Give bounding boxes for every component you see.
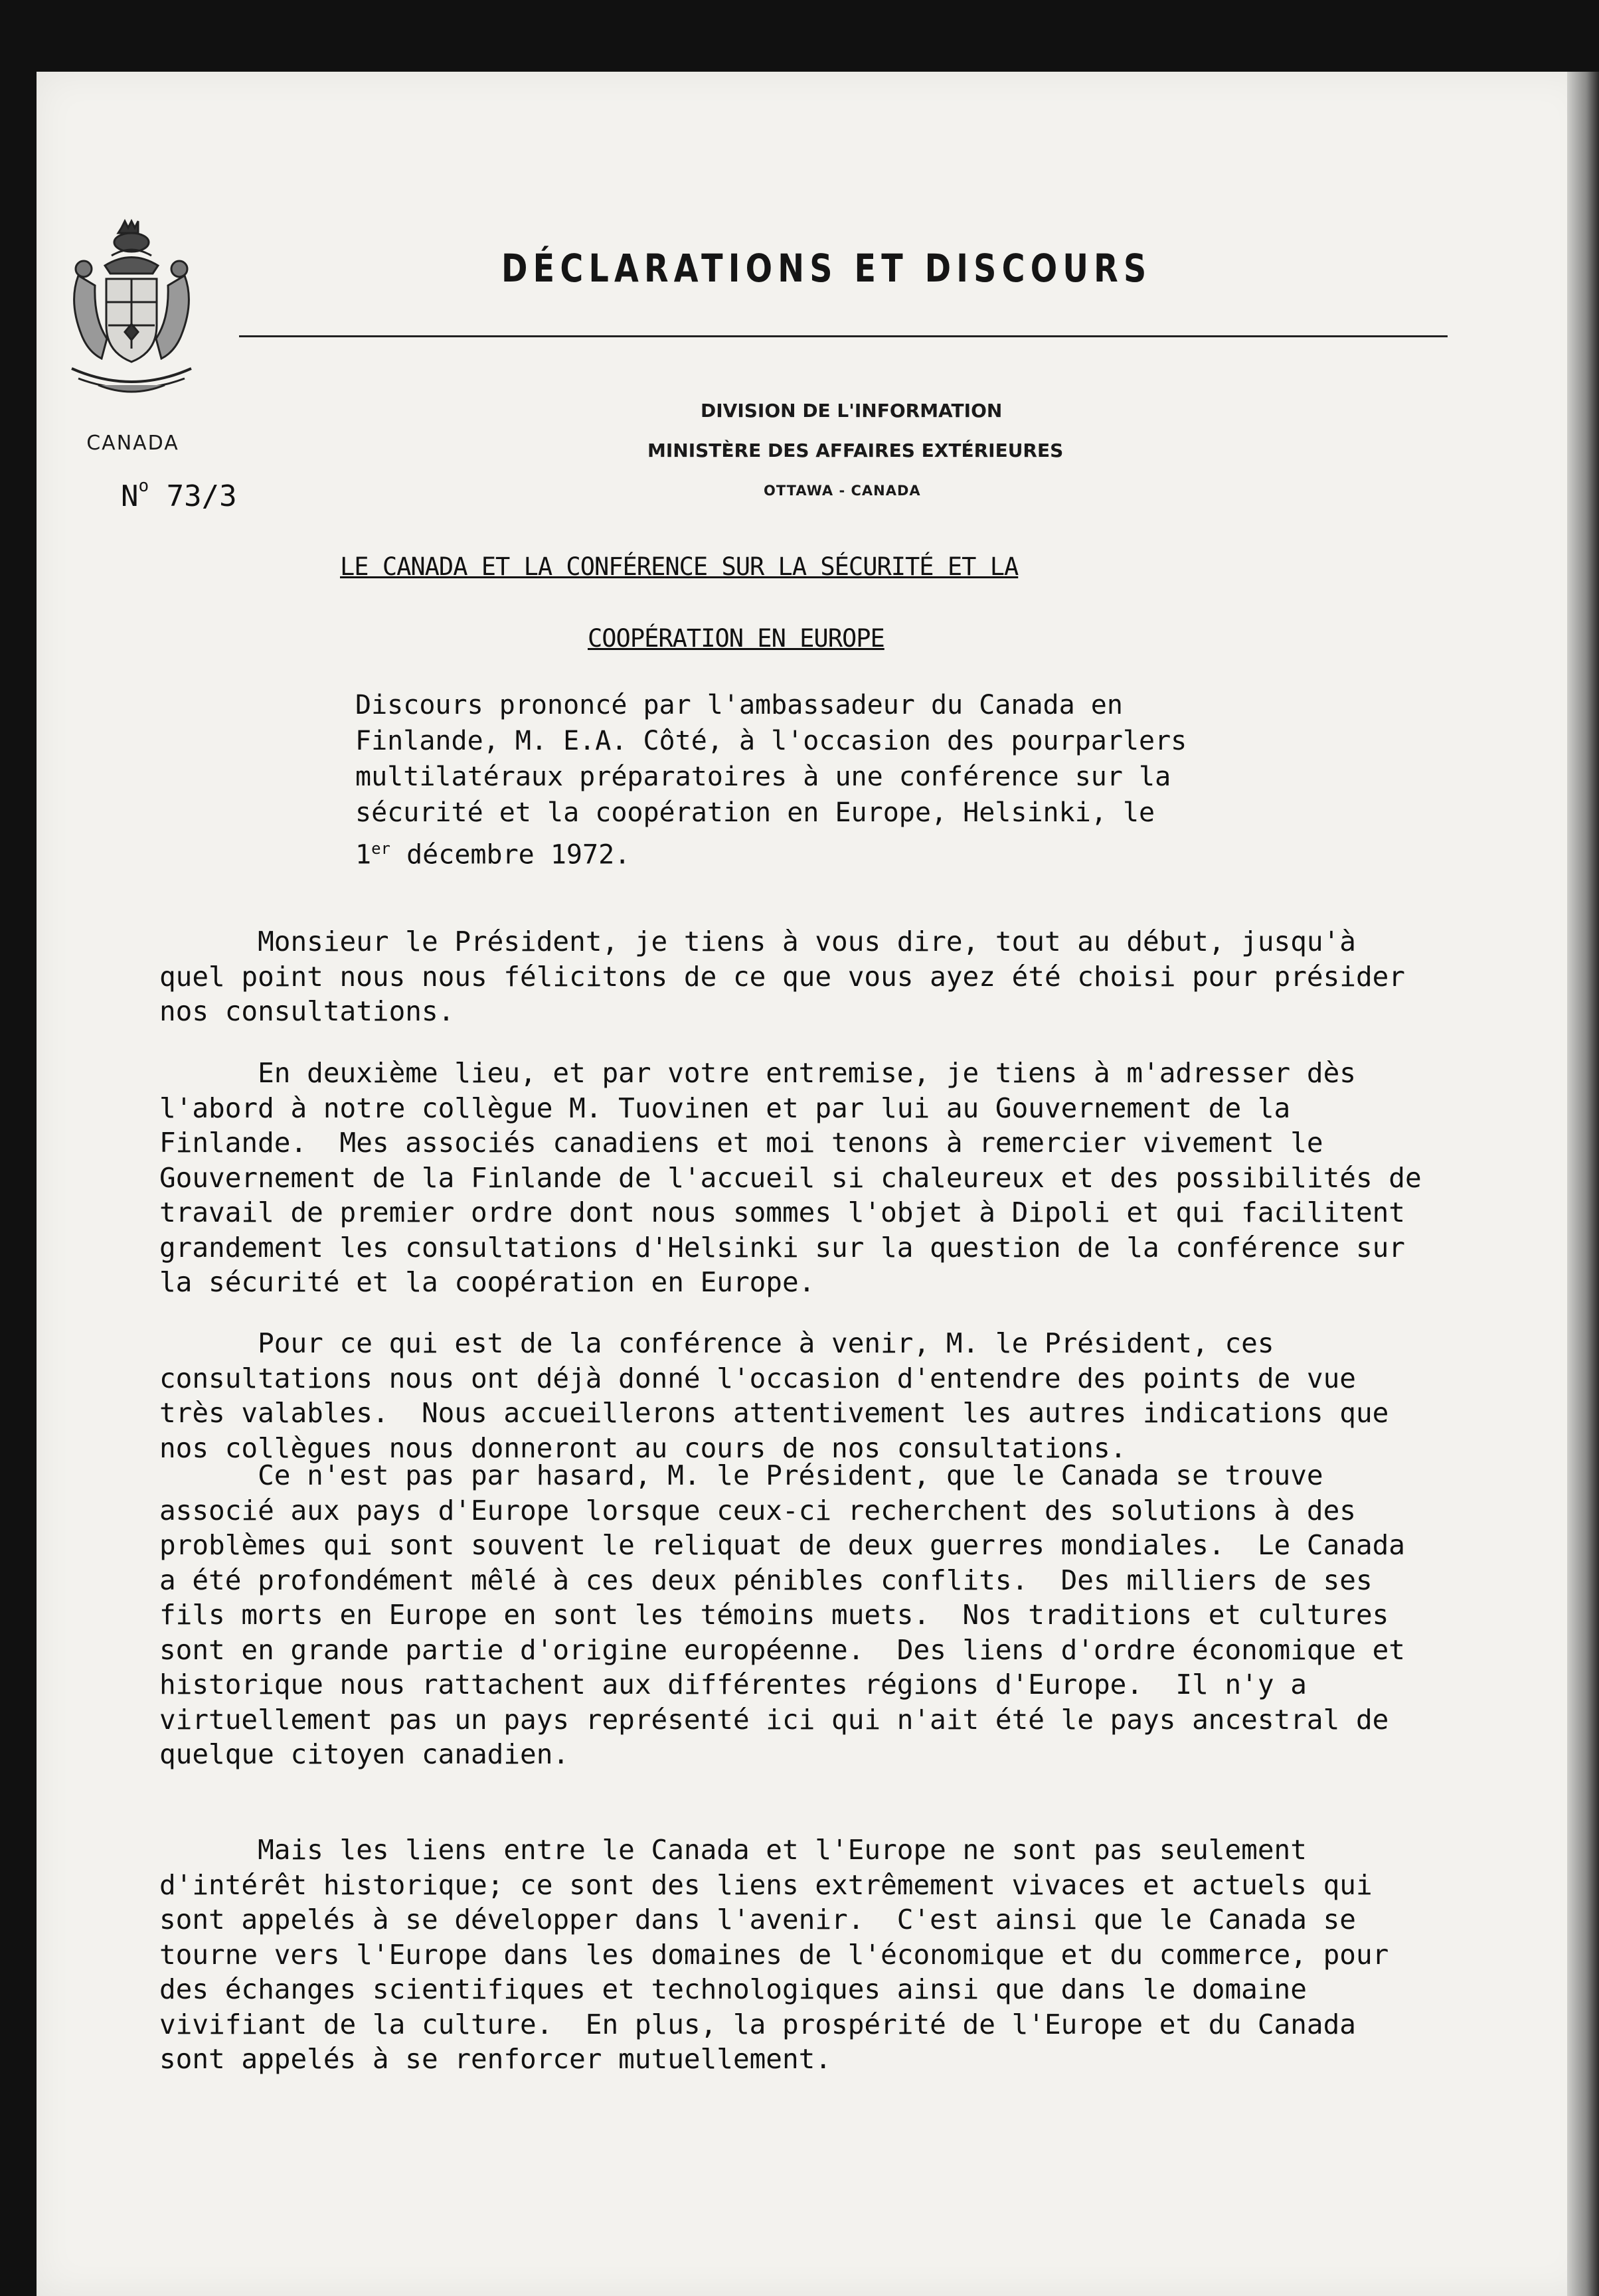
date-rest: décembre 1972. [390, 839, 631, 870]
country-label: CANADA [86, 432, 179, 455]
location-label: OTTAWA - CANADA [764, 483, 921, 499]
paragraph-1: Monsieur le Président, je tiens à vous dire, tout au début, jusqu'à quel point nous nous félicitons de ce que vous ayez été choisi pour présider nos consultations. [159, 926, 1405, 1027]
number-superscript: o [138, 476, 149, 497]
number-value: 73/3 [149, 479, 237, 513]
intro-line: sécurité et la coopération en Europe, Helsinki, le [355, 797, 1155, 828]
canada-coat-of-arms-icon [58, 216, 205, 415]
division-label: DIVISION DE L'INFORMATION [701, 400, 1003, 422]
ministry-label: MINISTÈRE DES AFFAIRES EXTÉRIEURES [647, 440, 1064, 461]
document-title-line-1: LE CANADA ET LA CONFÉRENCE SUR LA SÉCURITÉ ET LA [340, 552, 1019, 581]
header-divider [239, 335, 1448, 337]
page-title: DÉCLARATIONS ET DISCOURS [501, 246, 1152, 291]
page-edge [1567, 72, 1599, 2296]
document-title-line-2: COOPÉRATION EN EUROPE [588, 624, 884, 653]
intro-line-date [355, 831, 1285, 872]
date-ordinal: er [371, 839, 390, 858]
intro-line: Discours prononcé par l'ambassadeur du Canada en [355, 690, 1123, 720]
speech-intro [355, 687, 1285, 872]
paragraph-2: En deuxième lieu, et par votre entremise, je tiens à m'adresser dès l'abord à notre collègue M. Tuovinen et par lui au Gouvernement de la Finlande. Mes associés canadiens et moi tenons à remercier vivement le Gouvernement de la Finlande de l'accueil si chaleureux et des possibilités de travail de premier ordre dont nous sommes l'objet à Dipoli et qui facilitent grandement les consultations d'Helsinki sur la question de la conférence sur la sécurité et la coopération en Europe. [159, 1057, 1422, 1298]
number-prefix: N [121, 479, 139, 513]
document-number [121, 476, 237, 513]
date-day: 1 [355, 839, 372, 870]
paragraph-3: Pour ce qui est de la conférence à venir, M. le Président, ces consultations nous ont déjà donné l'occasion d'entendre des points de vue très valables. Nous accueillerons attentivement les autres indications que nos collègues nous donneront au cours de nos consultations. [159, 1327, 1389, 1464]
intro-line: multilatéraux préparatoires à une conférence sur la [355, 762, 1171, 792]
paragraph-5: Mais les liens entre le Canada et l'Europe ne sont pas seulement d'intérêt historique; ce sont des liens extrêmement vivaces et actuels qui sont appelés à se développer dans l'avenir. C'est ainsi que le Canada se tourne vers l'Europe dans les domaines de l'économique et du commerce, pour des échanges scientifiques et technologiques ainsi que dans le domaine vivifiant de la culture. En plus, la prospérité de l'Europe et du Canada sont appelés à se renforcer mutuellement. [159, 1834, 1389, 2075]
intro-line: Finlande, M. E.A. Côté, à l'occasion des pourparlers [355, 726, 1187, 756]
paragraph-4: Ce n'est pas par hasard, M. le Président, que le Canada se trouve associé aux pays d'Europe lorsque ceux-ci recherchent des solutions à des problèmes qui sont souvent le reliquat de deux guerres mondiales. Le Canada a été profondément mêlé à ces deux pénibles conflits. Des milliers de ses fils morts en Europe en sont les témoins muets. Nos traditions et cultures sont en grande partie d'origine européenne. Des liens d'ordre économique et historique nous rattachent aux différentes régions d'Europe. Il n'y a virtuellement pas un pays représenté ici qui n'ait été le pays ancestral de quelque citoyen canadien. [159, 1459, 1405, 1770]
